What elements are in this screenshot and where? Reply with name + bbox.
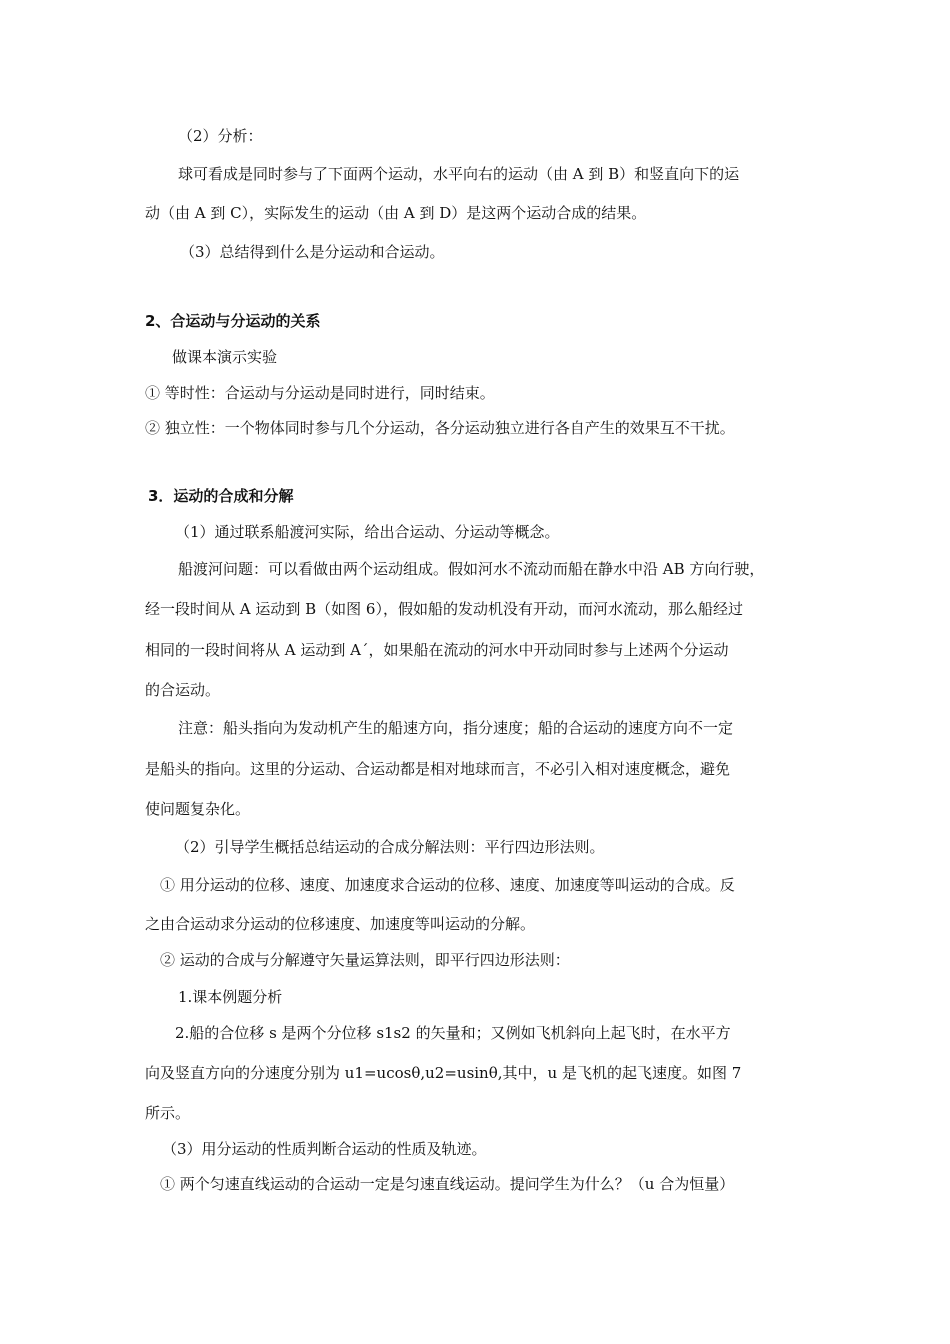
list-item: ② 独立性：一个物体同时参与几个分运动，各分运动独立进行各自产生的效果互不干扰。 [145, 419, 735, 437]
list-item: ① 两个匀速直线运动的合运动一定是匀速直线运动。提问学生为什么？（u 合为恒量） [160, 1175, 735, 1193]
paragraph-line: 相同的一段时间将从 A 运动到 A´，如果船在流动的河水中开动同时参与上述两个分运动 [145, 641, 729, 659]
section-heading-3: 3．运动的合成和分解 [148, 487, 294, 505]
paragraph-line: 船渡河问题：可以看做由两个运动组成。假如河水不流动而船在静水中沿 AB 方向行驶， [178, 560, 765, 578]
list-item: ② 运动的合成与分解遵守矢量运算法则，即平行四边形法则： [160, 951, 570, 969]
section-heading-2: 2、合运动与分运动的关系 [145, 312, 321, 330]
paragraph-line: 经一段时间从 A 运动到 B（如图 6），假如船的发动机没有开动，而河水流动，那么船经过 [145, 600, 743, 618]
paragraph-line: 是船头的指向。这里的分运动、合运动都是相对地球而言，不必引入相对速度概念，避免 [145, 760, 731, 778]
paragraph-line: （3）用分运动的性质判断合运动的性质及轨迹。 [162, 1140, 487, 1158]
paragraph-line: 之由合运动求分运动的位移速度、加速度等叫运动的分解。 [145, 915, 536, 933]
paragraph-line: 做课本演示实验 [172, 348, 278, 366]
paragraph-line: 所示。 [145, 1104, 191, 1122]
paragraph-line: （2）引导学生概括总结运动的合成分解法则：平行四边形法则。 [175, 838, 605, 856]
paragraph-line: （1）通过联系船渡河实际，给出合运动、分运动等概念。 [175, 523, 560, 541]
paragraph-line: 球可看成是同时参与了下面两个运动，水平向右的运动（由 A 到 B）和竖直向下的运 [178, 165, 740, 183]
paragraph-line: 向及竖直方向的分速度分别为 u1=ucosθ,u2=usinθ,其中，u 是飞机的起飞速度。如图 7 [145, 1064, 742, 1082]
paragraph-line: 动（由 A 到 C），实际发生的运动（由 A 到 D）是这两个运动合成的结果。 [145, 204, 647, 222]
list-item: ① 用分运动的位移、速度、加速度求合运动的位移、速度、加速度等叫运动的合成。反 [160, 876, 735, 894]
paragraph-line: 的合运动。 [145, 681, 221, 699]
list-item: ① 等时性：合运动与分运动是同时进行，同时结束。 [145, 384, 495, 402]
list-item: 2.船的合位移 s 是两个分位移 s1s2 的矢量和；又例如飞机斜向上起飞时，在水平方 [175, 1024, 731, 1042]
list-item: 1.课本例题分析 [178, 988, 283, 1006]
subheading-analysis: （2）分析： [178, 127, 263, 145]
paragraph-line: 注意：船头指向为发动机产生的船速方向，指分速度；船的合运动的速度方向不一定 [178, 719, 734, 737]
paragraph-line: 使问题复杂化。 [145, 800, 251, 818]
paragraph-line: （3）总结得到什么是分运动和合运动。 [180, 243, 445, 261]
